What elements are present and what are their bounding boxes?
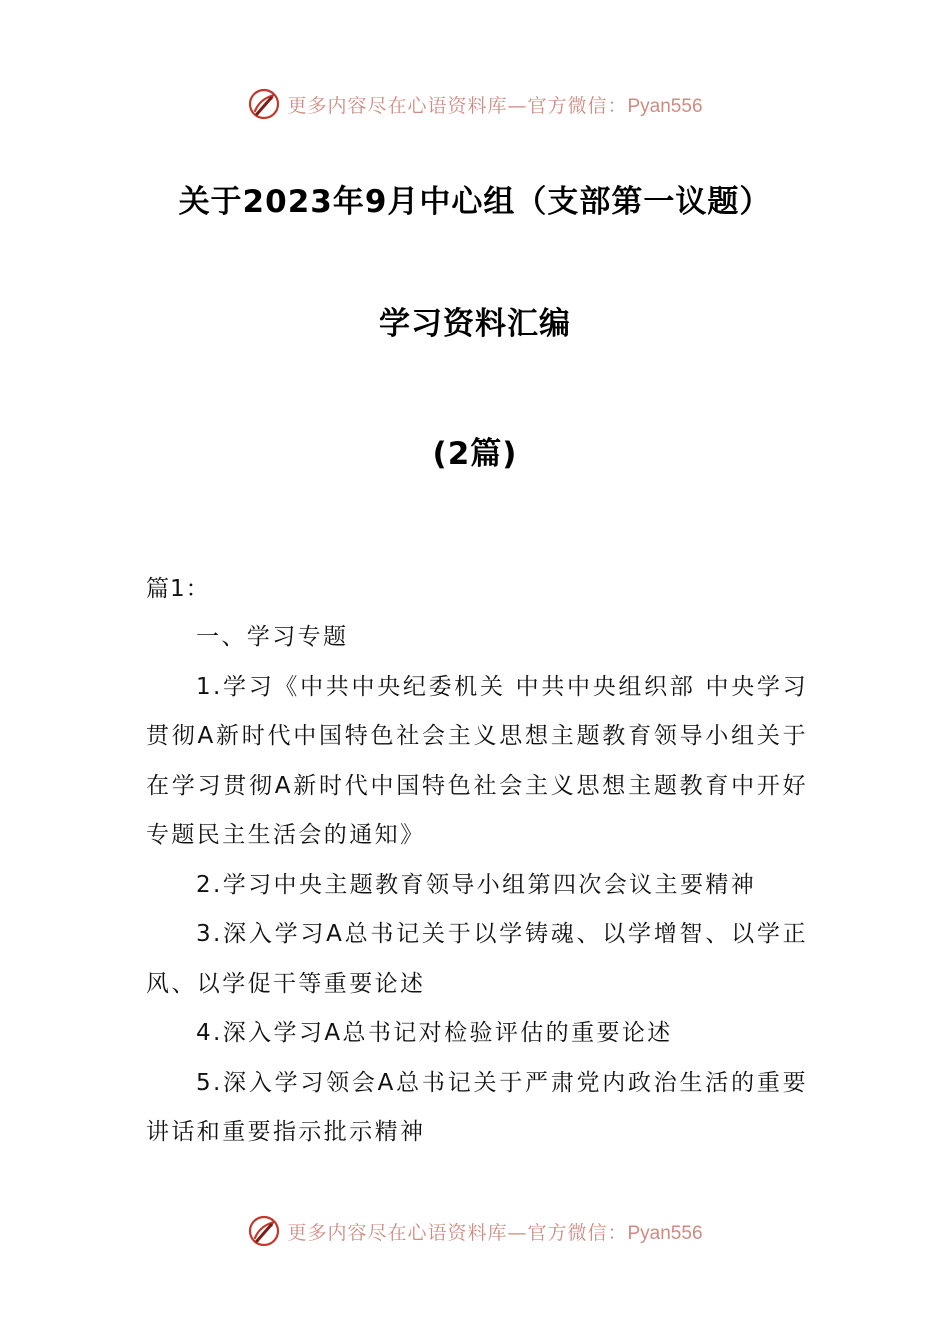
document-subtitle: 学习资料汇编 xyxy=(379,306,571,342)
pen-swirl-logo-icon xyxy=(247,1214,281,1248)
watermark-header xyxy=(0,84,950,124)
pen-swirl-logo-icon xyxy=(247,87,281,121)
paragraph-heading: 一、学习专题 xyxy=(196,624,349,650)
wechat-id: Pyan556 xyxy=(627,1222,703,1244)
watermark-text: 更多内容尽在心语资料库—官方微信：Pyan556 xyxy=(287,1221,703,1244)
paragraph-item-5: 5.深入学习领会A总书记关于严肃党内政治生活的重要讲话和重要指示批示精神 xyxy=(146,1069,808,1145)
watermark-footer xyxy=(0,1211,950,1251)
document-count: (2篇) xyxy=(432,436,518,472)
paragraph-item-2: 2.学习中央主题教育领导小组第四次会议主要精神 xyxy=(196,871,757,898)
paragraph-item-1: 1.学习《中共中央纪委机关 中共中央组织部 中央学习贯彻A新时代中国特色社会主义思想主题教育领导小组关于在学习贯彻A新时代中国特色社会主义思想主题教育中开好专题民主生活会的通知》 xyxy=(146,673,808,848)
document-title: 关于2023年9月中心组（支部第一议题） xyxy=(178,184,772,220)
document-body xyxy=(146,613,808,1158)
wechat-id: Pyan556 xyxy=(627,95,703,117)
section-label: 篇1： xyxy=(146,576,210,602)
watermark-text: 更多内容尽在心语资料库—官方微信：Pyan556 xyxy=(287,94,703,117)
paragraph-item-4: 4.深入学习A总书记对检验评估的重要论述 xyxy=(196,1020,673,1046)
paragraph-item-3: 3.深入学习A总书记关于以学铸魂、以学增智、以学正风、以学促干等重要论述 xyxy=(146,921,808,997)
